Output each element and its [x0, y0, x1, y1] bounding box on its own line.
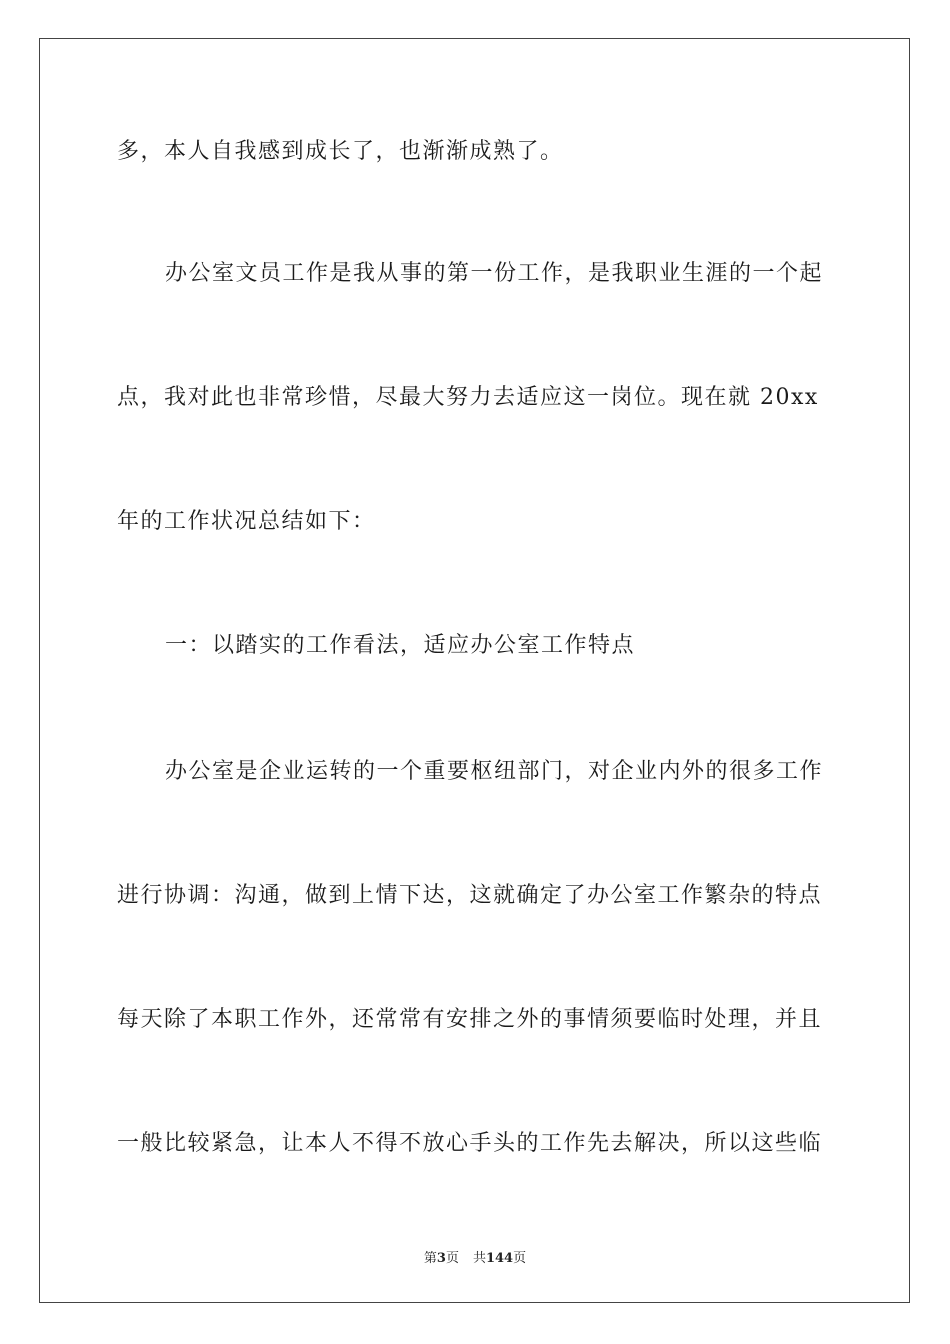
total-prefix: 共	[472, 1251, 486, 1266]
text-line-2: 办公室文员工作是我从事的第一份工作，是我职业生涯的一个起	[165, 261, 824, 286]
total-pages: 144	[485, 1251, 514, 1266]
page-footer	[0, 1247, 950, 1266]
text-line-4: 年的工作状况总结如下：	[117, 509, 376, 534]
total-suffix: 页	[513, 1251, 527, 1266]
page-number: 3	[436, 1251, 446, 1266]
page-frame	[39, 38, 910, 1303]
text-line-1: 多，本人自我感到成长了，也渐渐成熟了。	[117, 139, 564, 164]
text-line-5: 一：以踏实的工作看法，适应办公室工作特点	[165, 633, 636, 658]
page-prefix: 第	[423, 1251, 437, 1266]
text-line-6: 办公室是企业运转的一个重要枢纽部门，对企业内外的很多工作	[165, 759, 824, 784]
text-line-9: 一般比较紧急，让本人不得不放心手头的工作先去解决，所以这些临	[117, 1131, 823, 1156]
page-suffix: 页	[445, 1251, 459, 1266]
text-line-7: 进行协调：沟通，做到上情下达，这就确定了办公室工作繁杂的特点	[117, 883, 823, 908]
text-line-3: 点，我对此也非常珍惜，尽最大努力去适应这一岗位。现在就 20xx	[117, 385, 819, 410]
text-line-8: 每天除了本职工作外，还常常有安排之外的事情须要临时处理，并且	[117, 1007, 823, 1032]
